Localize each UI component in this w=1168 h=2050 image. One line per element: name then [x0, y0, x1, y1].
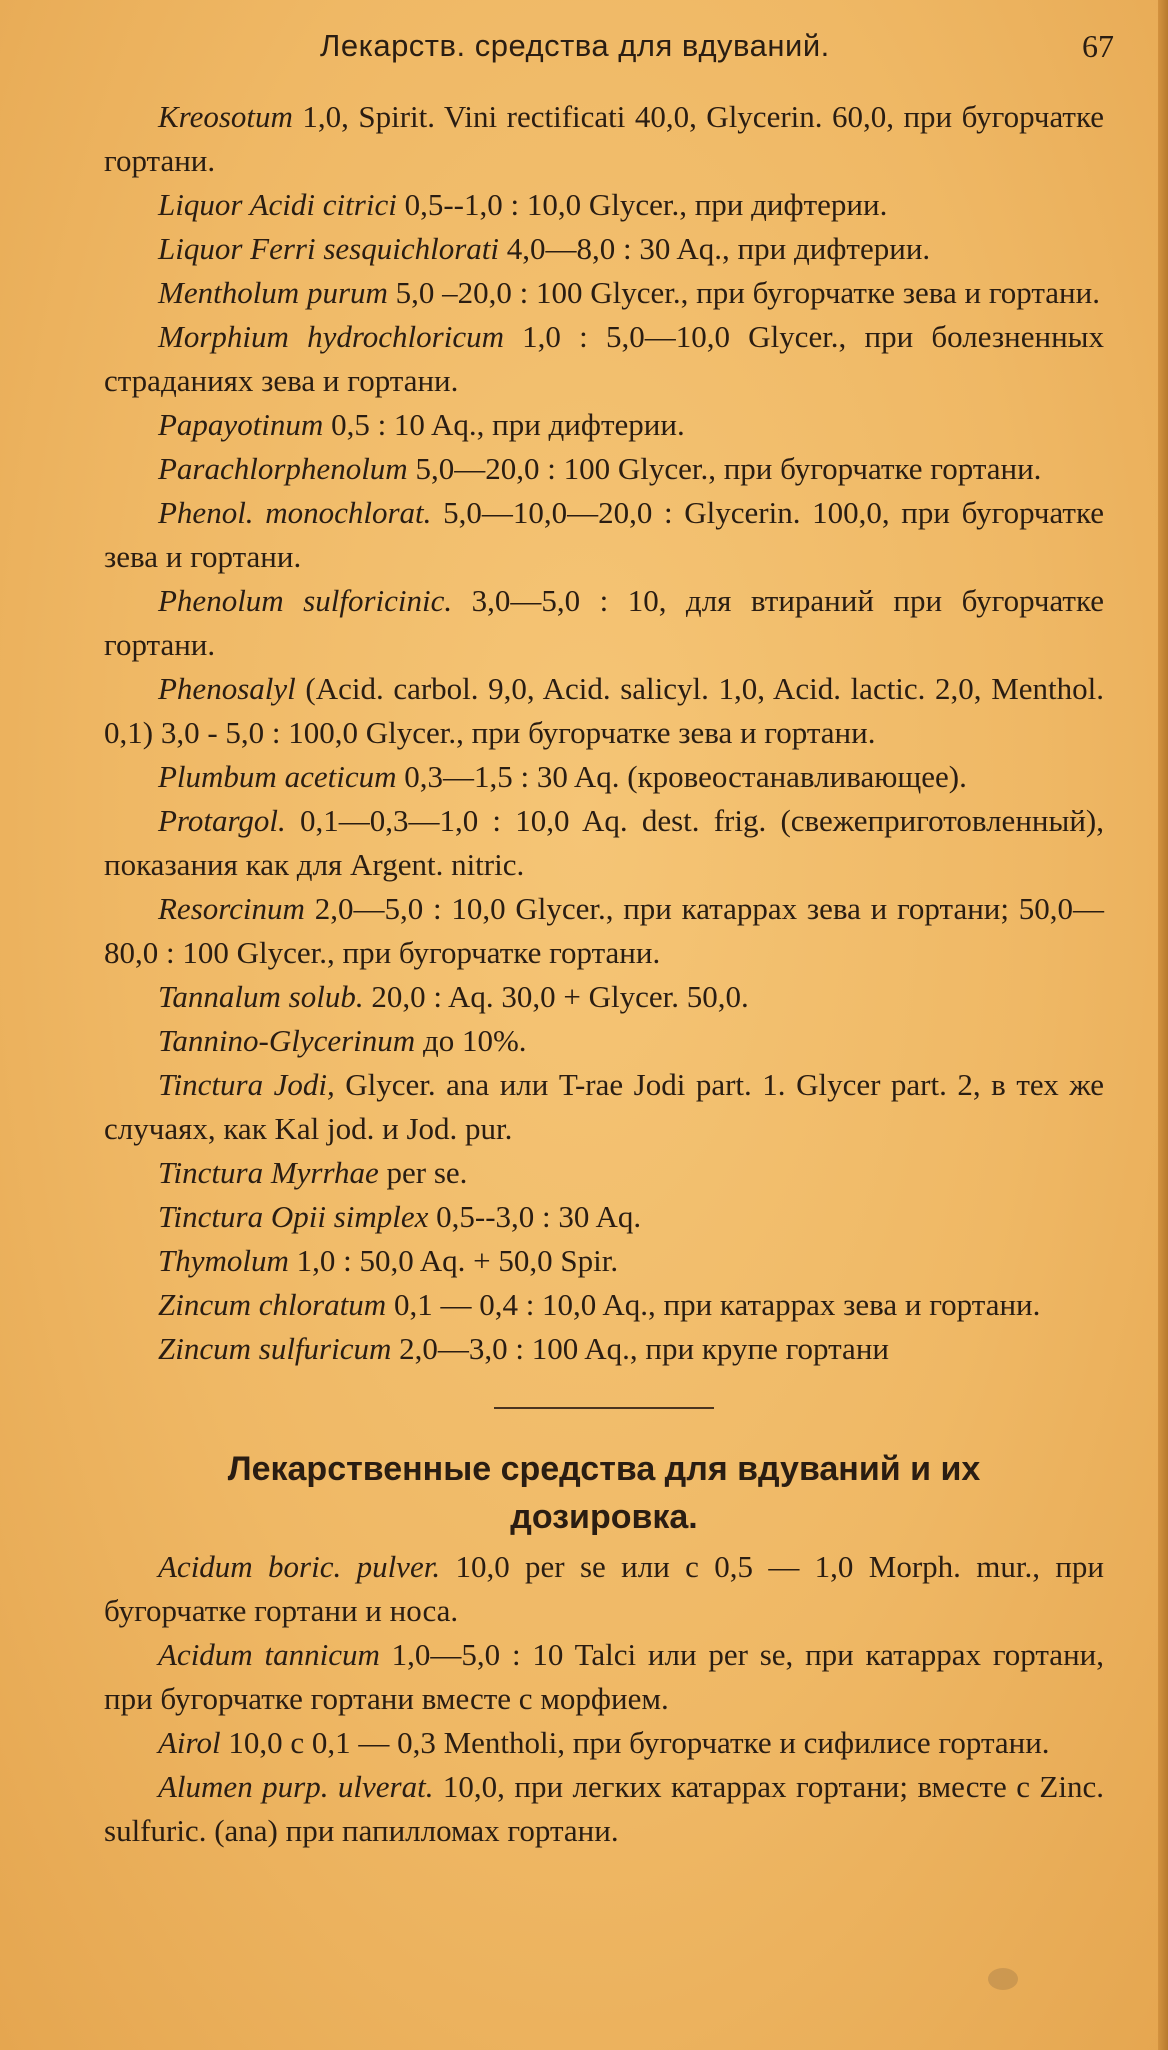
drug-description: 10,0, при легких катаррах гортани; вместе с Zinc. sulfuric. (ana) при папилломах гортани. — [104, 1769, 1104, 1848]
drug-name: Tannino-Glycerinum — [158, 1023, 416, 1058]
drug-description: Glycer. ana или T-rae Jodi part. 1. Glycer part. 2, в тех же случаях, как Kal jod. и Jod. pur. — [104, 1067, 1104, 1146]
drug-entry — [104, 491, 1104, 579]
drug-name: Phenol. monochlorat. — [158, 495, 432, 530]
drug-entry — [104, 315, 1104, 403]
drug-name: Liquor Ferri sesquichlorati — [158, 231, 500, 266]
drug-entry — [104, 1019, 1104, 1063]
page-content — [104, 95, 1104, 1853]
drug-entry — [104, 975, 1104, 1019]
drug-description: 5,0—10,0—20,0 : Glycerin. 100,0, при бугорчатке зева и гортани. — [104, 495, 1104, 574]
drug-name: Phenolum sulforicinic. — [158, 583, 453, 618]
drug-name: Acidum boric. pulver. — [158, 1549, 441, 1584]
drug-name: Papayotinum — [158, 407, 324, 442]
drug-entry — [104, 799, 1104, 887]
drug-name: Kreosotum — [158, 99, 293, 134]
drug-description: 4,0—8,0 : 30 Aq., при дифтерии. — [499, 231, 931, 266]
drug-description: 0,5--3,0 : 30 Aq. — [428, 1199, 642, 1234]
running-title: Лекарств. средства для вдуваний. — [320, 28, 830, 63]
drug-description: 0,1 — 0,4 : 10,0 Aq., при катаррах зева и гортани. — [386, 1287, 1041, 1322]
drug-name: Protargol. — [158, 803, 286, 838]
drug-entry — [104, 667, 1104, 755]
drug-entry — [104, 271, 1104, 315]
drug-name: Thymolum — [158, 1243, 289, 1278]
drug-entry — [104, 1063, 1104, 1151]
drug-description: 2,0—3,0 : 100 Aq., при крупе гортани — [391, 1331, 889, 1366]
drug-description: 0,3—1,5 : 30 Aq. (кровеостанавливающее). — [396, 759, 967, 794]
page-header — [104, 28, 1114, 78]
drug-name: Liquor Acidi citrici — [158, 187, 397, 222]
drug-entry — [104, 1765, 1104, 1853]
drug-description: (Acid. carbol. 9,0, Acid. salicyl. 1,0, Acid. lactic. 2,0, Menthol. 0,1) 3,0 - 5,0 : 100,0 Glycer., при бугорчатке зева и гортани. — [104, 671, 1104, 750]
page-edge — [1158, 0, 1168, 2050]
drug-name: Zincum sulfuricum — [158, 1331, 392, 1366]
entry-list-top — [104, 95, 1104, 1371]
drug-entry — [104, 887, 1104, 975]
drug-entry — [104, 1721, 1104, 1765]
drug-entry — [104, 1151, 1104, 1195]
drug-entry — [104, 1195, 1104, 1239]
drug-entry — [104, 447, 1104, 491]
drug-description: 10,0 с 0,1 — 0,3 Mentholi, при бугорчатке и сифилисе гортани. — [220, 1725, 1050, 1760]
drug-name: Airol — [158, 1725, 221, 1760]
drug-description: 3,0—5,0 : 10, для втираний при бугорчатке гортани. — [104, 583, 1104, 662]
drug-description: 20,0 : Aq. 30,0 + Glycer. 50,0. — [363, 979, 749, 1014]
drug-description: 0,5 : 10 Aq., при дифтерии. — [323, 407, 685, 442]
drug-name: Zincum chloratum — [158, 1287, 387, 1322]
drug-description: 0,5--1,0 : 10,0 Glycer., при дифтерии. — [396, 187, 888, 222]
drug-description: per se. — [378, 1155, 468, 1190]
section-heading: Лекарственные средства для вдуваний и их дозировка. — [227, 1450, 981, 1536]
drug-name: Phenosalyl — [158, 671, 296, 706]
drug-entry — [104, 579, 1104, 667]
drug-name: Tannalum solub. — [158, 979, 364, 1014]
drug-description: 5,0 –20,0 : 100 Glycer., при бугорчатке зева и гортани. — [387, 275, 1100, 310]
drug-entry — [104, 1327, 1104, 1371]
drug-entry — [104, 1239, 1104, 1283]
drug-name: Tinctura Jodi, — [158, 1067, 335, 1102]
drug-name: Alumen purp. ulverat. — [158, 1769, 434, 1804]
drug-description: 2,0—5,0 : 10,0 Glycer., при катаррах зева и гортани; 50,0—80,0 : 100 Glycer., при бугорчатке гортани. — [104, 891, 1104, 970]
drug-entry — [104, 403, 1104, 447]
drug-description: до 10%. — [415, 1023, 527, 1058]
drug-name: Parachlorphenolum — [158, 451, 408, 486]
drug-description: 5,0—20,0 : 100 Glycer., при бугорчатке гортани. — [407, 451, 1042, 486]
page-number: 67 — [1082, 28, 1114, 64]
drug-description: 1,0 : 5,0—10,0 Glycer., при болезненных страданиях зева и гортани. — [104, 319, 1104, 398]
section-divider — [494, 1407, 714, 1409]
drug-name: Acidum tannicum — [158, 1637, 380, 1672]
drug-description: 1,0, Spirit. Vini rectificati 40,0, Glycerin. 60,0, при бугорчатке гортани. — [104, 99, 1104, 178]
drug-entry — [104, 755, 1104, 799]
drug-description: 0,1—0,3—1,0 : 10,0 Aq. dest. frig. (свежеприготовленный), показания как для Argent. nitric. — [104, 803, 1104, 882]
drug-entry — [104, 1633, 1104, 1721]
drug-entry — [104, 227, 1104, 271]
drug-name: Tinctura Opii simplex — [158, 1199, 429, 1234]
drug-name: Resorcinum — [158, 891, 305, 926]
drug-entry — [104, 183, 1104, 227]
drug-entry — [104, 95, 1104, 183]
drug-name: Tinctura Myrrhae — [158, 1155, 379, 1190]
drug-name: Plumbum aceticum — [158, 759, 397, 794]
drug-entry — [104, 1283, 1104, 1327]
drug-description: 1,0 : 50,0 Aq. + 50,0 Spir. — [288, 1243, 619, 1278]
drug-name: Mentholum purum — [158, 275, 388, 310]
drug-entry — [104, 1545, 1104, 1633]
entry-list-bottom — [104, 1545, 1104, 1853]
drug-description: 10,0 per se или с 0,5 — 1,0 Morph. mur., при бугорчатке гортани и носа. — [104, 1549, 1105, 1628]
drug-name: Morphium hydrochloricum — [158, 319, 504, 354]
ink-smudge — [988, 1968, 1018, 1990]
drug-description: 1,0—5,0 : 10 Talci или per se, при катаррах гортани, при бугорчатке гортани вместе с морфием. — [104, 1637, 1104, 1716]
